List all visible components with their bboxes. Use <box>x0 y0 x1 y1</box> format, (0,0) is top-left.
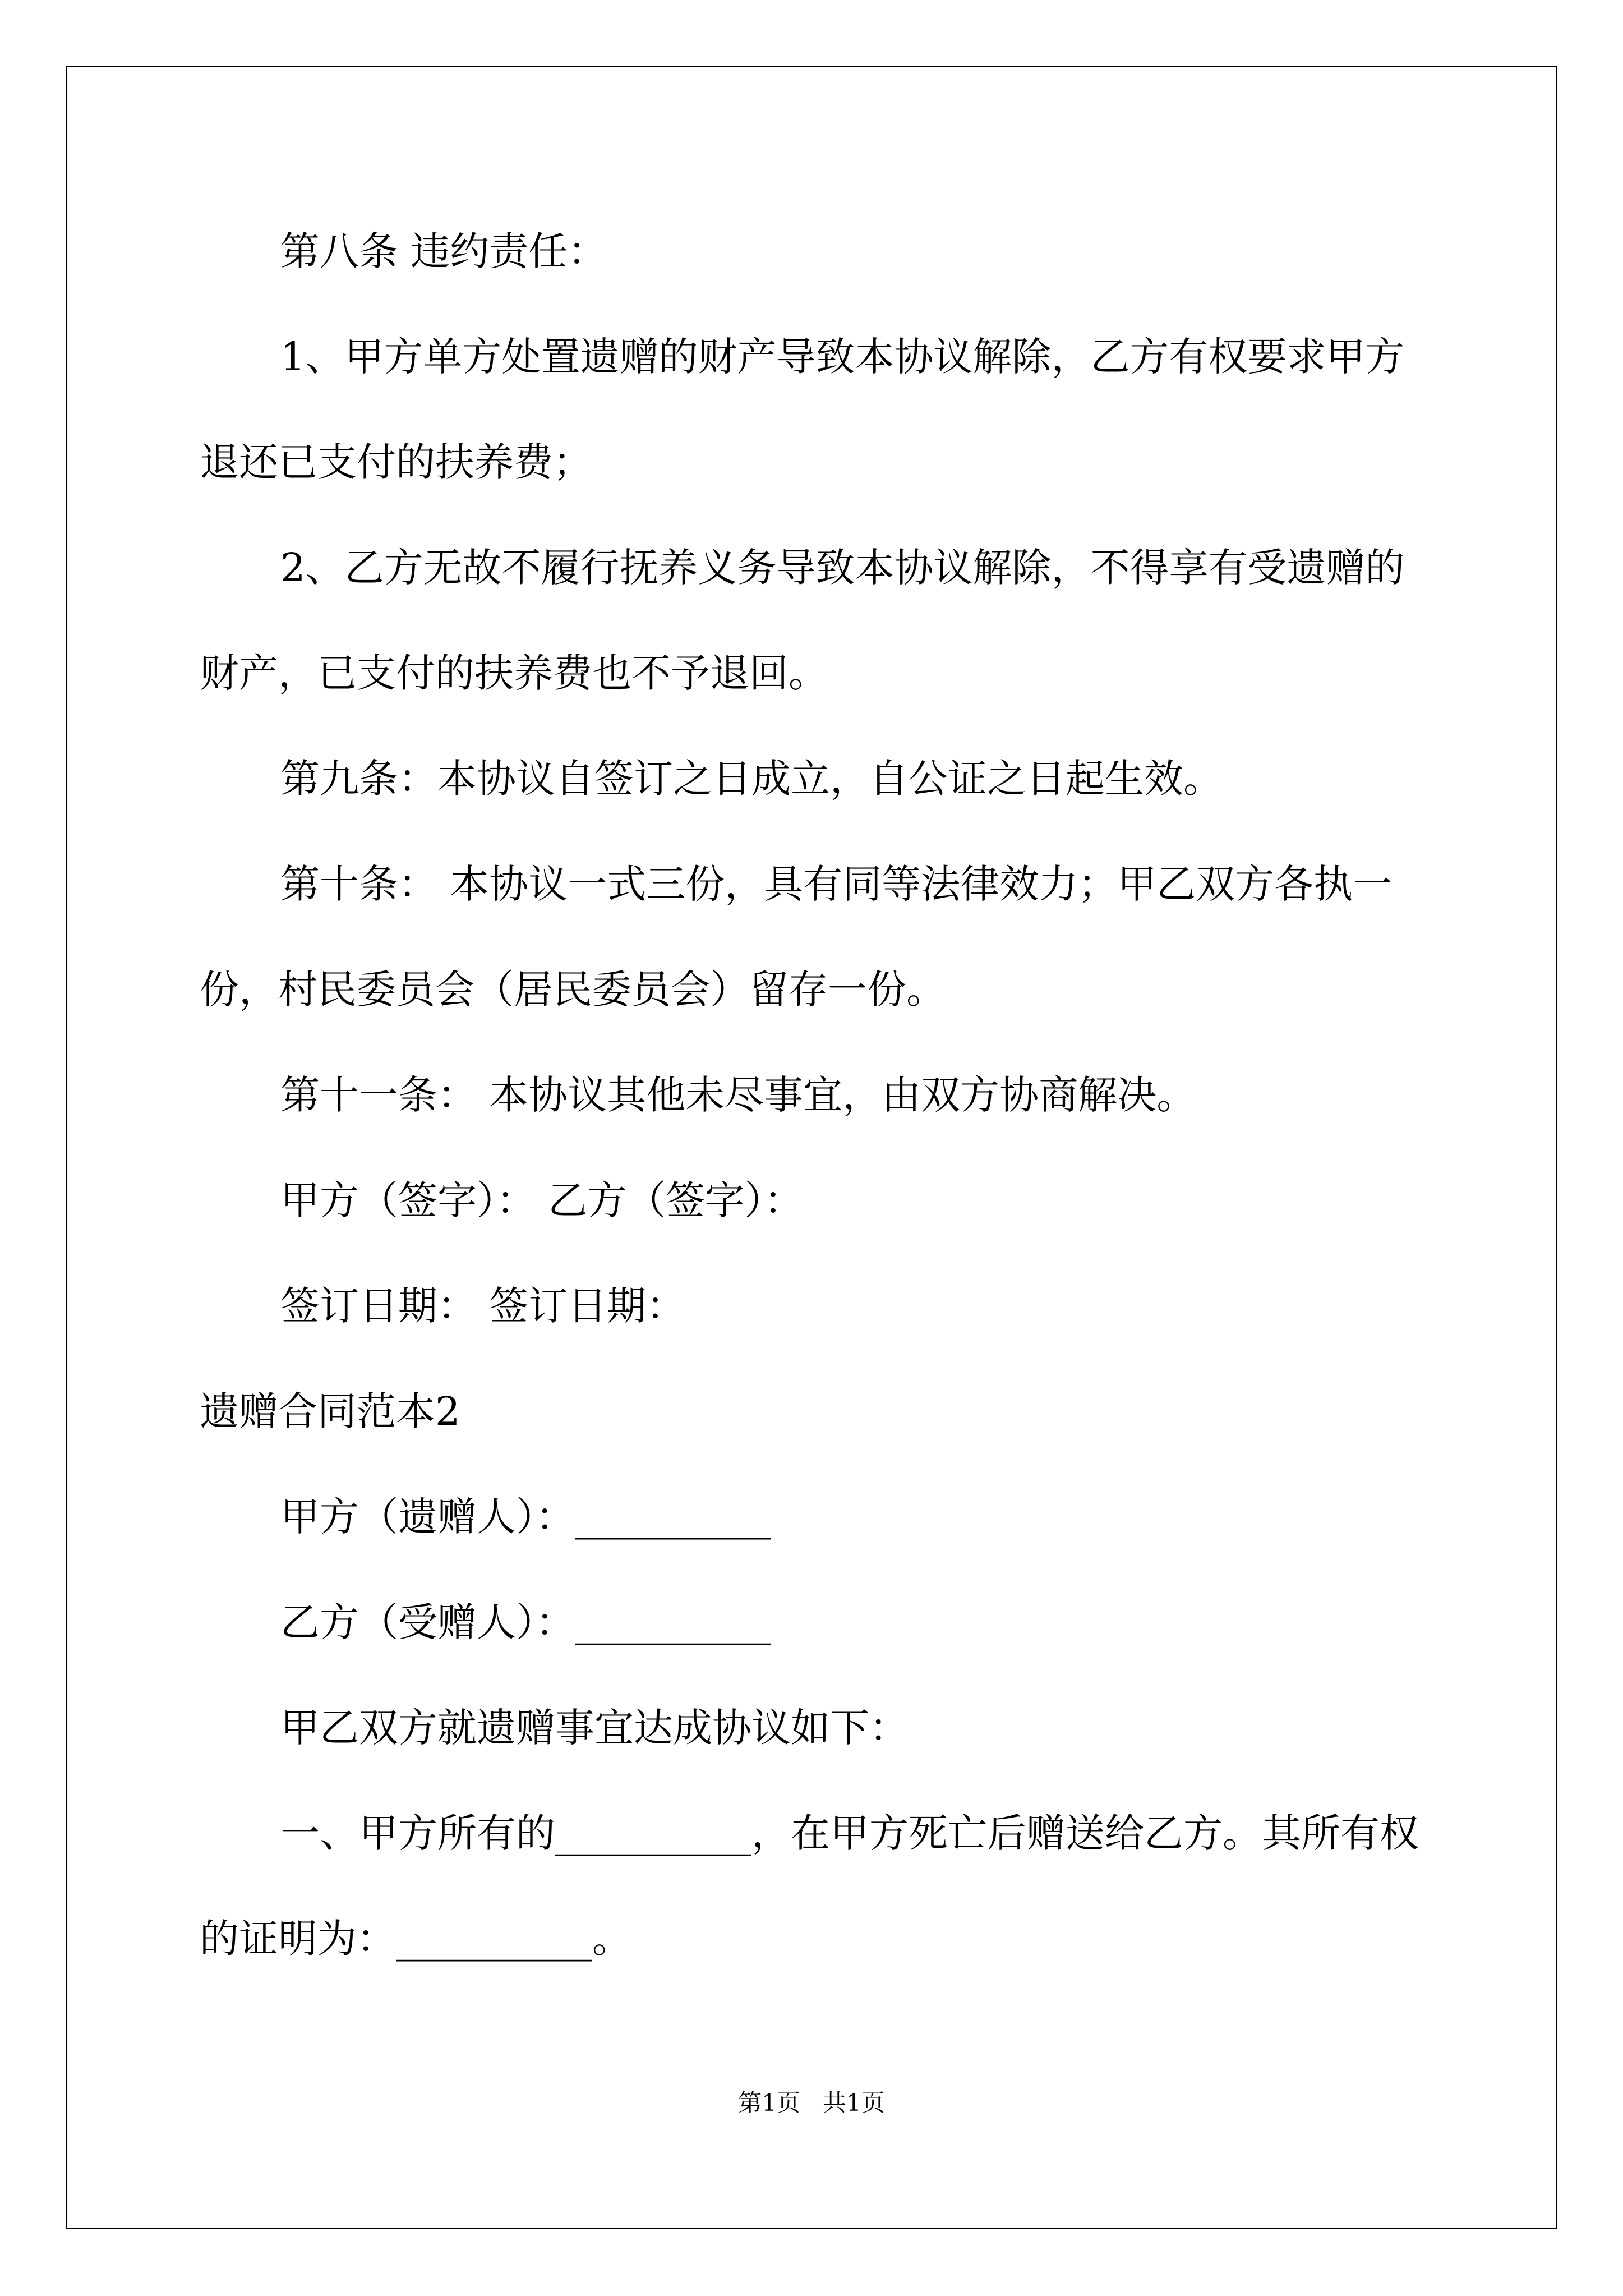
article-10-line-1: 第十条： 本协议一式三份，具有同等法律效力；甲乙双方各执一 <box>280 861 1393 907</box>
article-8-heading: 第八条 违约责任： <box>280 228 607 274</box>
clause-2-line-2: 财产，已支付的扶养费也不予退回。 <box>200 650 828 696</box>
signing-date-line: 签订日期： 签订日期： <box>280 1283 686 1329</box>
section-title: 遗赠合同范本2 <box>200 1388 460 1434</box>
clause-1-line-1: 1、甲方单方处置遗赠的财产导致本协议解除，乙方有权要求甲方 <box>280 334 1405 380</box>
article-10-line-2: 份，村民委员会（居民委员会）留存一份。 <box>200 967 946 1013</box>
article-9: 第九条：本协议自签订之日成立，自公证之日起生效。 <box>280 756 1223 802</box>
clause-2-line-1: 2、乙方无故不履行抚养义务导致本协议解除，不得享有受遗赠的 <box>280 545 1405 591</box>
signature-line: 甲方（签字）： 乙方（签字）： <box>280 1177 804 1223</box>
page-border <box>66 66 1557 2229</box>
party-a-line: 甲方（遗赠人）：__________ <box>280 1494 771 1540</box>
clause-1-line-2: 退还已支付的扶养费； <box>200 439 592 485</box>
page-number-footer: 第1页 共1页 <box>738 2089 885 2116</box>
agreement-intro: 甲乙双方就遗赠事宜达成协议如下： <box>280 1705 909 1751</box>
item-1-line-1: 一、甲方所有的__________，在甲方死亡后赠送给乙方。其所有权 <box>280 1810 1419 1856</box>
article-11: 第十一条： 本协议其他未尽事宜，由双方协商解决。 <box>280 1072 1196 1118</box>
item-1-line-2: 的证明为：__________。 <box>200 1916 631 1962</box>
party-b-line: 乙方（受赠人）：__________ <box>280 1599 771 1645</box>
